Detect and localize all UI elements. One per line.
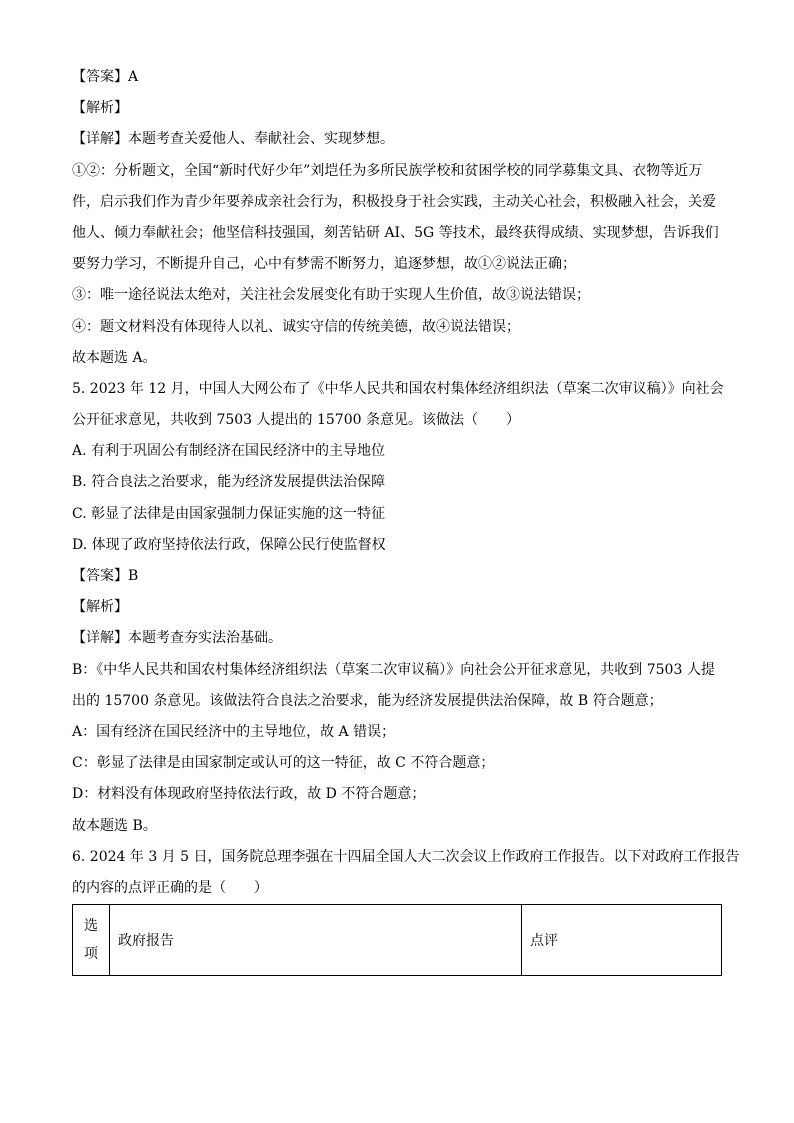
paragraph-line: ③：唯一途径说法太绝对，关注社会发展变化有助于实现人生价值，故③说法错误； — [72, 287, 590, 304]
paragraph-line: B：《中华人民共和国农村集体经济组织法（草案二次审议稿）》向社会公开征求意见，共收到 7503 人提 — [72, 661, 715, 678]
paragraph-line: ④：题文材料没有体现待人以礼、诚实守信的传统美德，故④说法错误； — [72, 318, 520, 335]
conclusion-line: 故本题选 A。 — [72, 349, 157, 366]
conclusion-line: 故本题选 B。 — [72, 817, 157, 834]
analysis-label: 【解析】 — [72, 100, 128, 117]
table-header-comment: 点评 — [522, 905, 722, 976]
question-6-table — [72, 904, 722, 976]
detail-text: 【详解】本题考查关爱他人、奉献社会、实现梦想。 — [72, 131, 394, 148]
question-5-stem: 公开征求意见，共收到 7503 人提出的 15700 条意见。该做法（ ） — [72, 412, 520, 429]
table-header-option-line2: 项 — [84, 946, 98, 962]
table-header-option — [73, 905, 110, 976]
table-header-option-line1: 选 — [84, 918, 98, 934]
question-6-stem: 的内容的点评正确的是（ ） — [72, 879, 268, 896]
paragraph-line: C：彰显了法律是由国家制定或认可的这一特征，故 C 不符合题意； — [72, 755, 495, 772]
paragraph-line: 件，启示我们作为青少年要养成亲社会行为，积极投身于社会实践，主动关心社会，积极融入社会，关爱 — [72, 193, 716, 210]
paragraph-line: 他人、倾力奉献社会；他坚信科技强国，刻苦钻研 AI、5G 等技术，最终获得成绩、实现梦想，告诉我们 — [72, 224, 719, 241]
paragraph-line: ①②：分析题文，全国“新时代好少年”刘垲任为多所民族学校和贫困学校的同学募集文具、衣物等近万 — [72, 162, 703, 179]
document-body — [72, 62, 740, 904]
answer-label: 【答案】A — [72, 69, 139, 85]
option-c: C. 彰显了法律是由国家强制力保证实施的这一特征 — [72, 505, 386, 522]
table-row — [73, 905, 722, 976]
paragraph-line: 出的 15700 条意见。该做法符合良法之治要求，能为经济发展提供法治保障，故 B 符合题意； — [72, 692, 663, 709]
table-header-report: 政府报告 — [110, 905, 522, 976]
paragraph-line: A：国有经济在国民经济中的主导地位，故 A 错误； — [72, 723, 396, 740]
question-5-stem: 5. 2023 年 12 月，中国人大网公布了《中华人民共和国农村集体经济组织法（草案二次审议稿）》向社会 — [72, 380, 724, 397]
answer-label: 【答案】B — [72, 568, 139, 584]
option-b: B. 符合良法之治要求，能为经济发展提供法治保障 — [72, 474, 386, 491]
paragraph-line: D：材料没有体现政府坚持依法行政，故 D 不符合题意； — [72, 786, 426, 803]
option-d: D. 体现了政府坚持依法行政，保障公民行使监督权 — [72, 536, 386, 553]
analysis-label: 【解析】 — [72, 599, 128, 616]
paragraph-line: 要努力学习，不断提升自己，心中有梦需不断努力，追逐梦想，故①②说法正确； — [72, 256, 576, 273]
option-a: A. 有利于巩固公有制经济在国民经济中的主导地位 — [72, 443, 386, 460]
detail-text: 【详解】本题考查夯实法治基础。 — [72, 630, 282, 647]
question-6-stem: 6. 2024 年 3 月 5 日，国务院总理李强在十四届全国人大二次会议上作政府工作报告。以下对政府工作报告 — [72, 848, 740, 865]
